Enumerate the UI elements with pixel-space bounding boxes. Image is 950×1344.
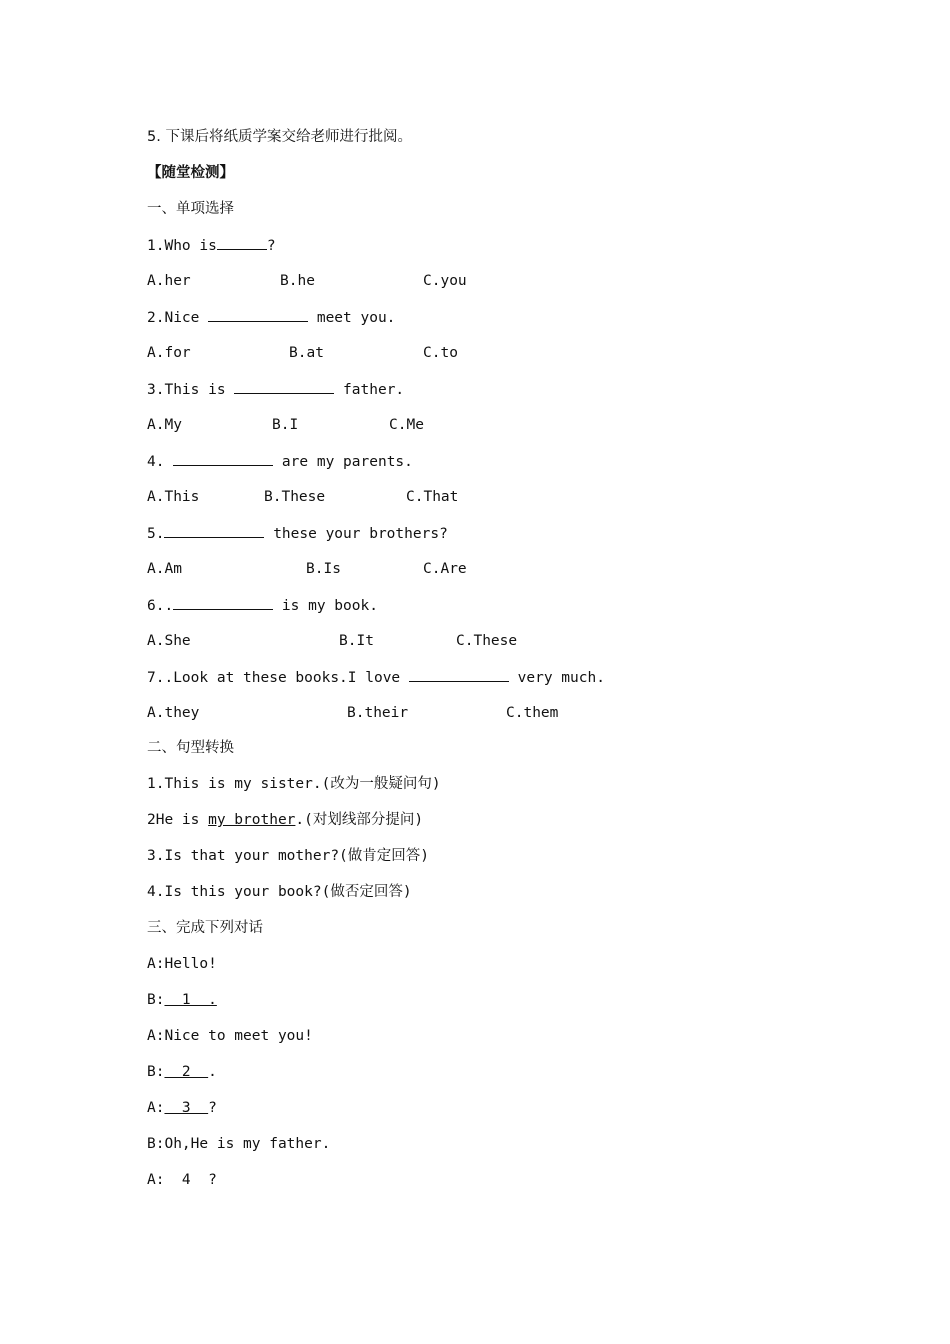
option-a: A.they bbox=[147, 705, 200, 721]
transform-item-2: 2He is my brother.(对划线部分提问) bbox=[147, 812, 424, 828]
question-7: 7..Look at these books.I love very much. bbox=[147, 667, 605, 688]
dialogue-line-3: A:Nice to meet you! bbox=[147, 1028, 313, 1044]
part2-heading: 二、句型转换 bbox=[147, 740, 234, 756]
answer-blank bbox=[164, 523, 264, 538]
part1-heading: 一、单项选择 bbox=[147, 201, 234, 217]
answer-blank bbox=[208, 307, 308, 322]
option-a: A.She bbox=[147, 633, 191, 649]
option-c: C.them bbox=[506, 705, 559, 721]
dialogue-line-1: A:Hello! bbox=[147, 956, 217, 972]
question-4: 4. are my parents. bbox=[147, 451, 413, 472]
option-a: A.This bbox=[147, 489, 200, 505]
answer-blank bbox=[234, 379, 334, 394]
dialogue-line-4: B: 2 . bbox=[147, 1064, 217, 1080]
transform-item-1: 1.This is my sister.(改为一般疑问句) bbox=[147, 776, 441, 792]
option-c: C.to bbox=[423, 345, 458, 361]
option-c: C.Me bbox=[389, 417, 424, 433]
answer-blank bbox=[217, 235, 267, 250]
option-b: B.It bbox=[339, 633, 374, 649]
section-title: 【随堂检测】 bbox=[147, 165, 234, 181]
dialogue-blank-2: 2 bbox=[164, 1064, 209, 1080]
option-a: A.for bbox=[147, 345, 191, 361]
option-c: C.That bbox=[406, 489, 459, 505]
dialogue-line-5: A: 3 ? bbox=[147, 1100, 217, 1116]
option-b: B.These bbox=[264, 489, 326, 505]
option-b: B.Is bbox=[306, 561, 341, 577]
option-a: A.Am bbox=[147, 561, 182, 577]
intro-line: 5. 下课后将纸质学案交给老师进行批阅。 bbox=[147, 129, 412, 145]
part3-heading: 三、完成下列对话 bbox=[147, 920, 263, 936]
underlined-phrase: my brother bbox=[208, 812, 296, 828]
option-c: C.Are bbox=[423, 561, 467, 577]
question-1: 1.Who is ? bbox=[147, 235, 276, 256]
dialogue-blank-1: 1 . bbox=[164, 992, 217, 1008]
option-a: A.My bbox=[147, 417, 182, 433]
option-c: C.you bbox=[423, 273, 467, 289]
transform-item-4: 4.Is this your book?(做否定回答) bbox=[147, 884, 412, 900]
question-2: 2.Nice meet you. bbox=[147, 307, 395, 328]
question-6: 6.. is my book. bbox=[147, 595, 378, 616]
option-b: B.he bbox=[280, 273, 315, 289]
option-a: A.her bbox=[147, 273, 191, 289]
answer-blank bbox=[173, 451, 273, 466]
question-3: 3.This is father. bbox=[147, 379, 404, 400]
dialogue-line-2: B: 1 . bbox=[147, 992, 217, 1008]
question-5: 5. these your brothers? bbox=[147, 523, 448, 544]
option-c: C.These bbox=[456, 633, 518, 649]
option-b: B.at bbox=[289, 345, 324, 361]
answer-blank bbox=[173, 595, 273, 610]
transform-item-3: 3.Is that your mother?(做肯定回答) bbox=[147, 848, 430, 864]
dialogue-blank-3: 3 bbox=[164, 1100, 209, 1116]
dialogue-line-6: B:Oh,He is my father. bbox=[147, 1136, 331, 1152]
answer-blank bbox=[409, 667, 509, 682]
dialogue-line-7: A: 4 ? bbox=[147, 1172, 217, 1188]
option-b: B.their bbox=[347, 705, 409, 721]
option-b: B.I bbox=[272, 417, 299, 433]
dialogue-blank-4: 4 bbox=[164, 1172, 209, 1188]
